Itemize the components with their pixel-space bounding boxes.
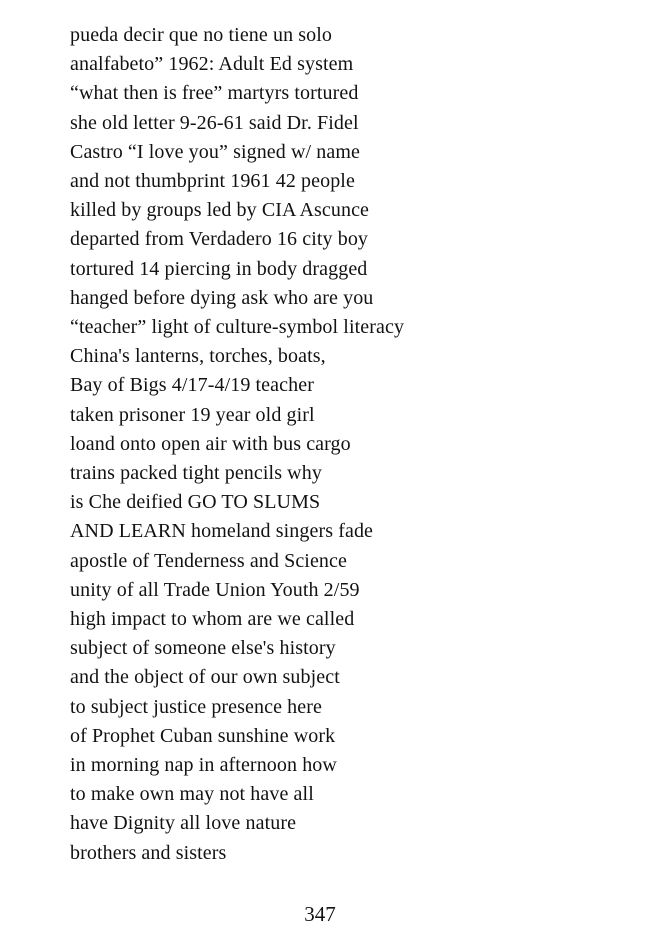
poem-line: high impact to whom are we called bbox=[70, 608, 355, 631]
poem-line: tortured 14 piercing in body dragged bbox=[70, 257, 368, 280]
poem-line: loand onto open air with bus cargo bbox=[70, 432, 351, 455]
poem-line: pueda decir que no tiene un solo bbox=[70, 24, 333, 46]
poem-line: unity of all Trade Union Youth 2/59 bbox=[70, 578, 360, 601]
poem-line: killed by groups led by CIA Ascunce bbox=[70, 199, 370, 222]
poem-line: apostle of Tenderness and Science bbox=[70, 549, 347, 572]
poem-line: analfabeto” 1962: Adult Ed system bbox=[70, 53, 354, 76]
poem-line: of Prophet Cuban sunshine work bbox=[70, 724, 336, 747]
poem-line: is Che deified GO TO SLUMS bbox=[70, 491, 321, 514]
poem-line: subject of someone else's history bbox=[70, 637, 336, 660]
poem-line: “what then is free” martyrs tortured bbox=[70, 82, 359, 105]
poem-line: hanged before dying ask who are you bbox=[70, 286, 374, 309]
poem-line: in morning nap in afternoon how bbox=[70, 754, 337, 777]
poem-line: to make own may not have all bbox=[70, 783, 314, 806]
poem-line: brothers and sisters bbox=[70, 841, 227, 864]
poem-line: departed from Verdadero 16 city boy bbox=[70, 228, 369, 251]
poem-line: “teacher” light of culture-symbol literacy bbox=[70, 316, 405, 339]
poem-line: have Dignity all love nature bbox=[70, 812, 297, 835]
page-number: 347 bbox=[304, 902, 336, 926]
poem-line: to subject justice presence here bbox=[70, 695, 322, 718]
poem-line: China's lanterns, torches, boats, bbox=[70, 345, 326, 368]
poem-line: she old letter 9-26-61 said Dr. Fidel bbox=[70, 111, 359, 134]
poem-line: and the object of our own subject bbox=[70, 666, 340, 689]
poem-line: and not thumbprint 1961 42 people bbox=[70, 170, 355, 193]
poem-line: AND LEARN homeland singers fade bbox=[70, 520, 374, 543]
poem-text-block bbox=[70, 21, 610, 868]
poem-line: Castro “I love you” signed w/ name bbox=[70, 140, 360, 163]
poem-line: taken prisoner 19 year old girl bbox=[70, 403, 315, 426]
poem-line: Bay of Bigs 4/17-4/19 teacher bbox=[70, 374, 314, 397]
poem-line: trains packed tight pencils why bbox=[70, 462, 322, 485]
